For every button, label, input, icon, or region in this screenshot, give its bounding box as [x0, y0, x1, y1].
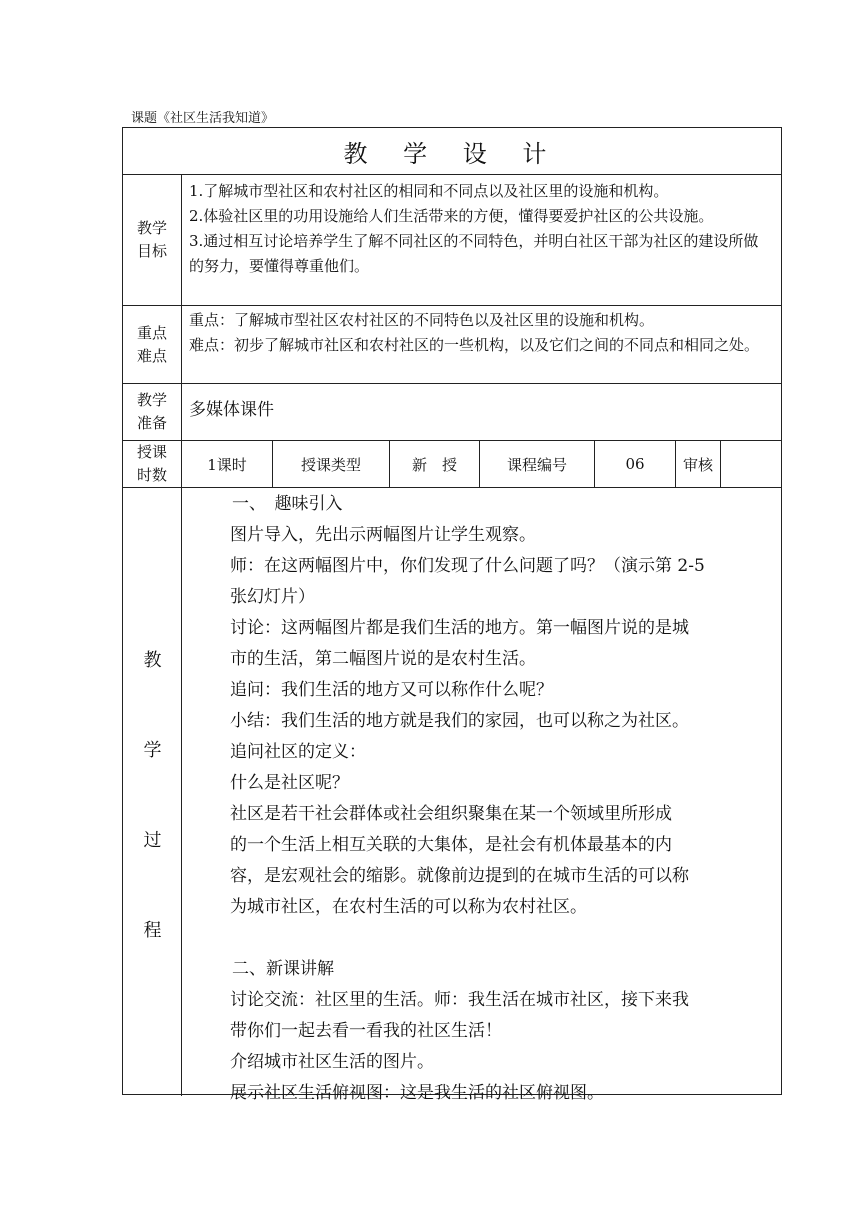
process-label-char: 教 [143, 650, 162, 671]
table-header: 教 学 设 计 [123, 128, 781, 175]
hours-row [123, 441, 781, 488]
process-line: 什么是社区呢？ [230, 773, 349, 793]
hours-value: 1课时 [182, 441, 273, 487]
type-value: 新 授 [390, 441, 480, 487]
goal-item: 3.通过相互讨论培养学生了解不同社区的不同特色，并明白社区干部为社区的建设所做的努力，要懂得尊重他们。 [189, 232, 759, 275]
process-label-char: 学 [143, 740, 162, 761]
process-line: 为城市社区，在农村生活的可以称为农村社区。 [230, 897, 587, 917]
process-line: 讨论交流：社区里的生活。师：我生活在城市社区，接下来我 [230, 990, 689, 1010]
process-line: 师：在这两幅图片中，你们发现了什么问题了吗？（演示第 2-5 [230, 556, 705, 576]
process-line: 小结：我们生活的地方就是我们的家园，也可以称之为社区。 [230, 711, 689, 731]
process-line: 社区是若干社会群体或社会组织聚集在某一个领域里所形成 [230, 804, 672, 824]
process-line: 介绍城市社区生活的图片。 [230, 1052, 434, 1072]
section-heading: 一、 趣味引入 [232, 494, 343, 514]
blank-line [230, 923, 775, 954]
process-line: 张幻灯片） [230, 587, 315, 607]
key-points-row [123, 306, 781, 384]
goals-content [189, 179, 771, 279]
section-heading: 二、新课讲解 [232, 959, 334, 979]
process-label [123, 488, 182, 1096]
process-line: 展示社区生活俯视图：这是我生活的社区俯视图。 [230, 1083, 604, 1103]
review-value [721, 441, 781, 487]
goal-item: 1.了解城市型社区和农村社区的相同和不同点以及社区里的设施和机构。 [189, 182, 669, 200]
process-line: 的一个生活上相互关联的大集体，是社会有机体最基本的内 [230, 835, 672, 855]
goal-item: 2.体验社区里的功用设施给人们生活带来的方便，懂得要爱护社区的公共设施。 [189, 207, 714, 225]
code-value: 06 [595, 441, 676, 487]
process-content [230, 489, 775, 1109]
process-line: 追问：我们生活的地方又可以称作什么呢？ [230, 680, 553, 700]
code-label: 课程编号 [480, 441, 595, 487]
process-line: 市的生活，第二幅图片说的是农村生活。 [230, 649, 536, 669]
process-line: 追问社区的定义： [230, 742, 366, 762]
process-label-char: 程 [143, 920, 162, 941]
course-title: 课题《社区生活我知道》 [131, 111, 275, 126]
process-line: 容，是宏观社会的缩影。就像前边提到的在城市生活的可以称 [230, 866, 689, 886]
preparation-value: 多媒体课件 [189, 400, 274, 420]
goals-label: 教学目标 [123, 175, 182, 305]
preparation-row [123, 384, 781, 441]
type-label: 授课类型 [273, 441, 390, 487]
preparation-label: 教学准备 [123, 384, 182, 440]
process-line: 带你们一起去看一看我的社区生活！ [230, 1021, 502, 1041]
review-label: 审核 [676, 441, 721, 487]
process-line: 讨论：这两幅图片都是我们生活的地方。第一幅图片说的是城 [230, 618, 689, 638]
process-line: 图片导入，先出示两幅图片让学生观察。 [230, 525, 536, 545]
lesson-plan-table [122, 127, 782, 1103]
process-label-char: 过 [143, 830, 162, 851]
key-points-label: 重点难点 [123, 306, 182, 383]
key-point-item: 重点：了解城市型社区农村社区的不同特色以及社区里的设施和机构。 [189, 311, 655, 329]
key-points-content [189, 308, 771, 358]
goals-row [123, 175, 781, 306]
hours-label: 授课时数 [123, 441, 182, 487]
key-point-item: 难点：初步了解城市社区和农村社区的一些机构，以及它们之间的不同点和相同之处。 [189, 336, 760, 354]
process-row [123, 488, 781, 1103]
